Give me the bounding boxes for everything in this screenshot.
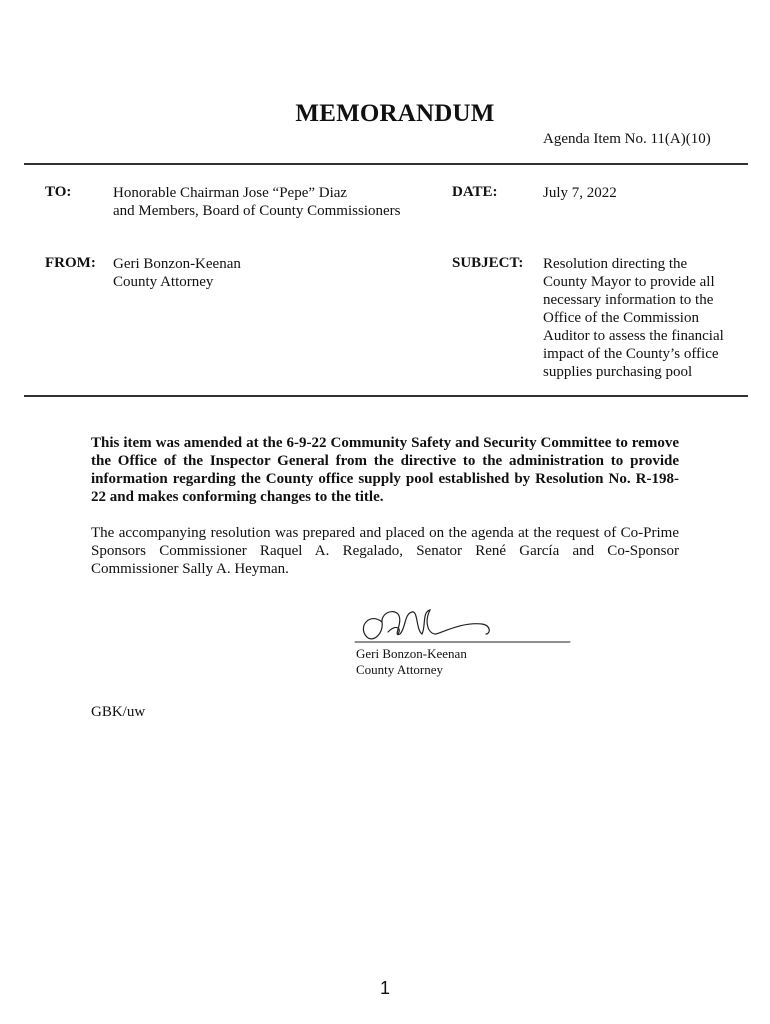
sponsor-paragraph: The accompanying resolution was prepared and placed on the agenda at the request of Co-Prime Sponsors Commissioner Raquel A. Regalado, Senator René García and Co-Sponsor Commissioner Sally A. Heyman. bbox=[91, 525, 679, 577]
subject-line: Office of the Commission bbox=[543, 310, 699, 326]
page-number: 1 bbox=[379, 978, 390, 998]
subject-line: impact of the County’s office bbox=[543, 346, 719, 362]
from-sender-line-1: Geri Bonzon-Keenan bbox=[113, 256, 241, 272]
top-divider bbox=[24, 163, 748, 165]
from-sender bbox=[113, 255, 241, 291]
subject-line: Resolution directing the bbox=[543, 256, 688, 272]
to-recipient-line-1: Honorable Chairman Jose “Pepe” Diaz bbox=[113, 185, 348, 201]
subject-line: County Mayor to provide all bbox=[543, 274, 715, 290]
agenda-item-number: Agenda Item No. 11(A)(10) bbox=[543, 131, 711, 147]
signatory-name: Geri Bonzon-Keenan bbox=[356, 646, 467, 661]
from-label: FROM: bbox=[45, 255, 96, 271]
to-recipient bbox=[113, 184, 400, 220]
signatory-title: County Attorney bbox=[356, 662, 444, 677]
handwritten-signature bbox=[352, 604, 574, 646]
typist-initials: GBK/uw bbox=[91, 704, 146, 720]
date-label: DATE: bbox=[452, 184, 498, 200]
subject-line: supplies purchasing pool bbox=[543, 364, 693, 380]
to-label: TO: bbox=[45, 184, 72, 200]
amendment-paragraph: This item was amended at the 6-9-22 Community Safety and Security Committee to remove the Office of the Inspector General from the directive to the administration to provide information regarding the County office supply pool established by Resolution No. R-198-22 and makes conforming changes to the title. bbox=[91, 435, 679, 505]
subject-line: necessary information to the bbox=[543, 292, 714, 308]
subject-text bbox=[543, 255, 724, 381]
header-bottom-divider bbox=[24, 395, 748, 397]
memo-title: MEMORANDUM bbox=[295, 100, 495, 127]
signature-block bbox=[356, 646, 467, 678]
date-value: July 7, 2022 bbox=[543, 185, 617, 201]
subject-label: SUBJECT: bbox=[452, 255, 524, 271]
subject-line: Auditor to assess the financial bbox=[543, 328, 724, 344]
to-recipient-line-2: and Members, Board of County Commissioners bbox=[113, 203, 401, 219]
from-sender-line-2: County Attorney bbox=[113, 274, 214, 290]
